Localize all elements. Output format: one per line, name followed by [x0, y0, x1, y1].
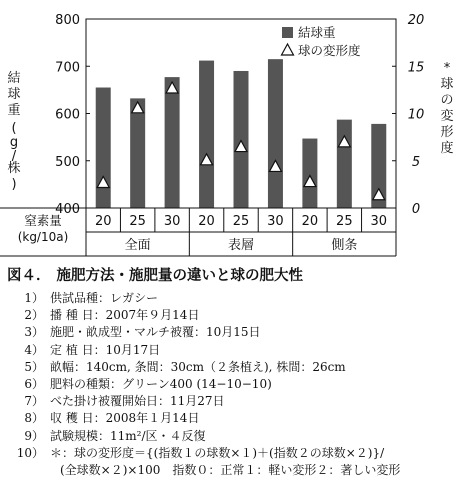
left-axis-ticks [55, 13, 90, 217]
note-text: 試験規模：11m²/区・４反復 [50, 428, 206, 443]
bar [130, 98, 145, 208]
left-axis-label-char: 株 [7, 161, 21, 176]
note-text: 畝幅：140cm, 条間：30cm（２条植え), 株間：26cm [50, 359, 346, 374]
note-text: 施肥・畝成型・マルチ被覆：10月15日 [50, 325, 261, 340]
note-number: 7） [24, 394, 44, 409]
left-axis-label-char: 結 [7, 71, 21, 86]
legend-bar-label: 結球重 [298, 25, 336, 40]
left-axis-label [7, 71, 20, 192]
right-axis-label-char: * [443, 61, 451, 76]
bar [302, 139, 317, 208]
x-category-label: 20 [94, 214, 112, 229]
legend [282, 25, 362, 58]
note-text: べた掛け被覆開始日：11月27日 [50, 394, 225, 409]
bar-series [96, 59, 387, 208]
bar [268, 59, 283, 208]
right-tick-label: 10 [407, 107, 425, 123]
x-axis-title-line2: (kg/10a) [17, 230, 69, 244]
right-axis-ticks [392, 13, 424, 217]
x-axis-categories [95, 214, 387, 253]
group-label: 全面 [124, 238, 151, 253]
note-number: 9） [24, 428, 44, 443]
x-category-label: 20 [198, 214, 215, 229]
left-axis-label-char: / [11, 149, 17, 164]
x-category-label: 30 [267, 214, 284, 229]
bar [165, 77, 180, 208]
left-tick-label: 800 [55, 13, 80, 28]
bar [96, 88, 111, 208]
note-text: 肥料の種類：グリーン400 (14−10−10) [50, 377, 272, 391]
right-tick-label: 5 [411, 154, 421, 170]
right-tick-label: 20 [407, 13, 425, 28]
right-axis-label-char: 球 [440, 77, 454, 92]
left-axis-label-char: ) [11, 177, 17, 192]
note-text: 供試品種：レガシー [50, 291, 159, 305]
legend-marker-label: 球の変形度 [298, 43, 361, 58]
x-category-label: 25 [129, 214, 146, 229]
right-axis-label-char: 度 [440, 141, 454, 156]
figure-title: 施肥方法・施肥量の違いと球の肥大性 [56, 268, 303, 284]
figure-caption [7, 264, 303, 285]
right-axis-label [440, 61, 453, 156]
left-tick-label: 500 [55, 154, 80, 170]
x-category-label: 25 [336, 214, 353, 229]
left-tick-label: 600 [55, 107, 80, 123]
left-tick-label: 400 [55, 202, 80, 217]
right-axis-label-char: 変 [440, 109, 454, 124]
x-category-label: 30 [163, 214, 181, 229]
x-category-label: 25 [232, 214, 250, 229]
legend-bar-swatch [282, 27, 293, 38]
right-axis-label-char: の [440, 93, 454, 108]
right-tick-label: 0 [411, 202, 421, 217]
note-number: 4） [24, 342, 44, 357]
group-label: 表層 [227, 238, 255, 253]
left-tick-label: 700 [55, 60, 80, 76]
note-text: ＊：球の変形度＝{(指数１の球数×１)＋(指数２の球数×２)}/ [50, 445, 385, 460]
x-category-label: 30 [370, 214, 388, 229]
note-number: 2） [24, 308, 44, 323]
left-axis-label-char: 球 [7, 87, 21, 102]
note-number: 1） [24, 291, 44, 305]
note-number: 8） [24, 411, 44, 426]
left-axis-label-char: 重 [7, 103, 21, 118]
note-number: 5） [24, 359, 44, 374]
x-axis-title-line1: 窒素量 [24, 213, 62, 228]
note-text: 収 穫 日：2008年１月14日 [50, 411, 200, 426]
x-category-label: 20 [301, 214, 319, 229]
right-tick-label: 15 [407, 60, 425, 76]
group-label: 側条 [331, 238, 358, 253]
bar [337, 120, 352, 208]
note-number: 3） [24, 325, 44, 340]
legend-triangle-swatch [282, 44, 294, 55]
note-text: 播 種 日：2007年９月14日 [50, 308, 200, 323]
bar [199, 61, 214, 208]
right-axis-label-char: 形 [440, 125, 454, 140]
figure-number: 図４． [7, 268, 51, 284]
note-number: 10） [16, 445, 44, 460]
note-text: (全球数×２)×100 指数０：正常１：軽い変形２：著しい変形 [60, 463, 401, 477]
note-text: 定 植 日：10月17日 [50, 342, 161, 357]
left-axis-label-char: g [9, 135, 19, 150]
note-number: 6） [24, 377, 44, 391]
left-axis-label-char: ( [11, 121, 17, 136]
